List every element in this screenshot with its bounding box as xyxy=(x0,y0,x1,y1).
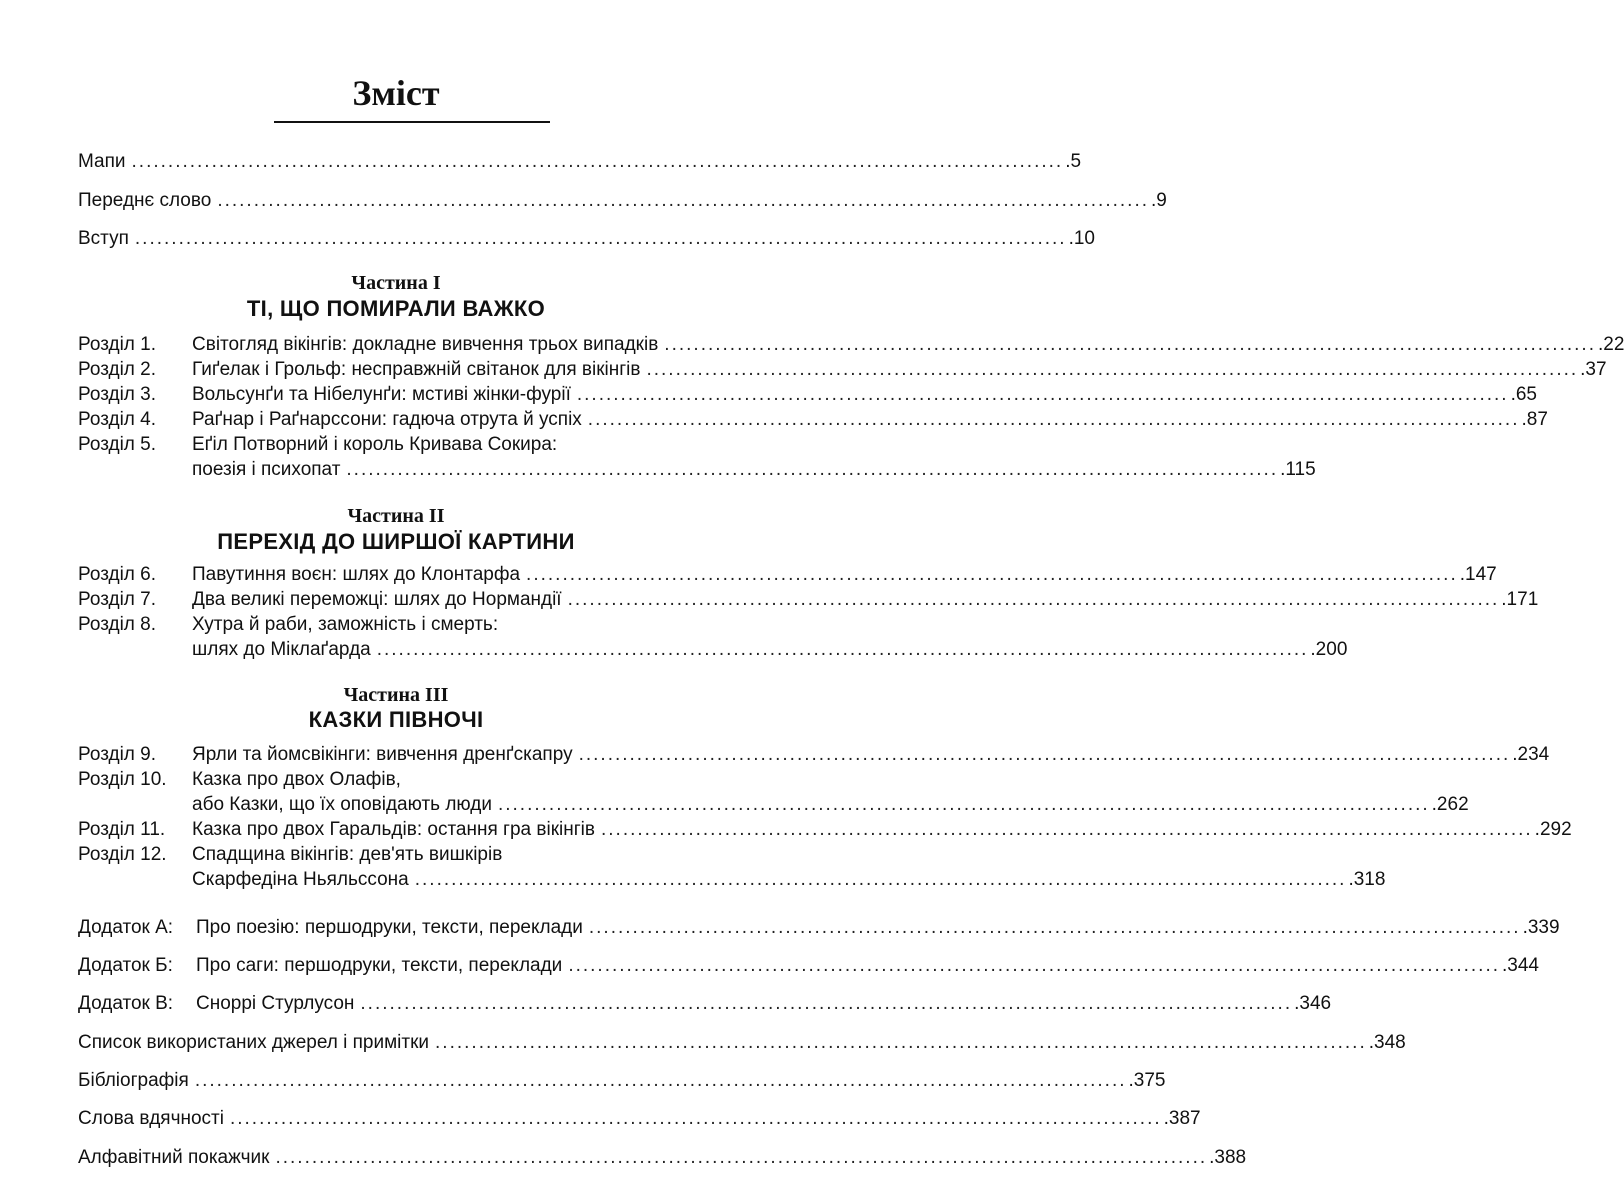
toc-entry-chapter-8[interactable] xyxy=(192,638,1348,662)
part-number: Частина І xyxy=(351,272,441,294)
leader-dots: ................................................................................................................................ xyxy=(576,384,1509,405)
chapter-number: Розділ 2. xyxy=(78,359,157,380)
appendix-title: Про саги: першодруки, тексти, переклади xyxy=(196,955,563,976)
toc-entry-chapter-6[interactable] xyxy=(192,563,1497,587)
leader-dots: ................................................................................................................................ xyxy=(217,190,1149,211)
leader-dots: ................................................................................................................................ xyxy=(134,228,1067,249)
chapter-title-continued: поезія і психопат xyxy=(192,459,341,480)
toc-page-number: .318 xyxy=(1348,869,1386,890)
toc-page-number: .171 xyxy=(1501,589,1539,610)
appendix-number: Додаток В: xyxy=(78,993,174,1014)
leader-dots: ................................................................................................................................ xyxy=(131,151,1064,172)
leader-dots: ................................................................................................................................ xyxy=(360,993,1293,1014)
toc-page-number: .65 xyxy=(1510,384,1537,405)
chapter-title: Казка про двох Олафів, xyxy=(192,769,401,790)
leader-dots: ................................................................................................................................ xyxy=(435,1032,1367,1053)
toc-entry-chapter-4[interactable] xyxy=(192,408,1548,432)
chapter-number: Розділ 8. xyxy=(78,614,157,635)
toc-page-number: .9 xyxy=(1151,190,1167,211)
toc-page-number: .200 xyxy=(1310,639,1348,660)
leader-dots: ................................................................................................................................ xyxy=(664,334,1596,355)
toc-page-number: .388 xyxy=(1209,1147,1247,1168)
chapter-number: Розділ 11. xyxy=(78,819,166,840)
chapter-title: Вольсунґи та Нібелунґи: мстиві жінки-фурії xyxy=(192,384,571,405)
leader-dots: ................................................................................................................................ xyxy=(526,564,1458,585)
leader-dots: ................................................................................................................................ xyxy=(497,794,1430,815)
toc-entry-label: Бібліографія xyxy=(78,1070,189,1091)
toc-entry-label: Алфавітний покажчик xyxy=(78,1147,270,1168)
title-divider xyxy=(274,121,550,123)
chapter-number: Розділ 4. xyxy=(78,409,157,430)
chapter-title: Хутра й раби, заможність і смерть: xyxy=(192,614,499,635)
toc-entry-sources[interactable] xyxy=(78,1031,1406,1055)
toc-entry-chapter-2[interactable] xyxy=(192,358,1607,382)
toc-page-number: .387 xyxy=(1163,1108,1201,1129)
toc-entry-appendix-c[interactable] xyxy=(78,992,1332,1016)
leader-dots: ................................................................................................................................ xyxy=(568,955,1500,976)
toc-page-number: .262 xyxy=(1431,794,1469,815)
toc-entry-chapter-1[interactable] xyxy=(192,333,1624,357)
toc-entry-chapter-12[interactable] xyxy=(192,868,1386,892)
leader-dots: ................................................................................................................................ xyxy=(275,1147,1208,1168)
leader-dots: ................................................................................................................................ xyxy=(414,869,1347,890)
toc-page-number: .115 xyxy=(1280,459,1316,480)
toc-entry-maps[interactable] xyxy=(78,150,1082,174)
chapter-title: Два великі переможці: шлях до Нормандії xyxy=(192,589,562,610)
toc-entry-label: Слова вдячності xyxy=(78,1108,224,1129)
chapter-number: Розділ 10. xyxy=(78,769,167,790)
part-title: КАЗКИ ПІВНОЧІ xyxy=(308,707,484,732)
appendix-number: Додаток А: xyxy=(78,917,174,938)
toc-entry-label: Список використаних джерел і примітки xyxy=(78,1032,430,1053)
leader-dots: ................................................................................................................................ xyxy=(567,589,1500,610)
toc-entry-chapter-7[interactable] xyxy=(192,588,1539,612)
toc-entry-chapter-11[interactable] xyxy=(192,818,1572,842)
leader-dots: ................................................................................................................................ xyxy=(376,639,1309,660)
toc-entry-chapter-3[interactable] xyxy=(192,383,1537,407)
leader-dots: ................................................................................................................................ xyxy=(229,1108,1162,1129)
part-number: Частина ІІ xyxy=(347,505,445,527)
toc-page-number: .344 xyxy=(1502,955,1539,976)
chapter-number: Розділ 6. xyxy=(78,564,157,585)
chapter-title: Гиґелак і Грольф: несправжній світанок для вікінгів xyxy=(192,359,641,380)
chapter-number: Розділ 5. xyxy=(78,434,157,455)
part-title: ПЕРЕХІД ДО ШИРШОЇ КАРТИНИ xyxy=(217,529,575,554)
chapter-number: Розділ 12. xyxy=(78,844,167,865)
toc-page-number: .234 xyxy=(1512,744,1550,765)
toc-entry-introduction[interactable] xyxy=(78,227,1095,251)
toc-entry-appendix-b[interactable] xyxy=(78,954,1539,978)
toc-page-number: .348 xyxy=(1368,1032,1406,1053)
toc-entry-label: Вступ xyxy=(78,228,129,249)
leader-dots: ................................................................................................................................ xyxy=(194,1070,1127,1091)
leader-dots: ................................................................................................................................ xyxy=(587,409,1520,430)
toc-page-number: .22 xyxy=(1597,334,1624,355)
chapter-title: Спадщина вікінгів: дев'ять вишкірів xyxy=(192,844,503,865)
leader-dots: ................................................................................................................................ xyxy=(578,744,1511,765)
chapter-title-continued: шлях до Міклаґарда xyxy=(192,639,371,660)
toc-entry-chapter-10[interactable] xyxy=(192,793,1469,817)
chapter-title: Раґнар і Раґнарссони: гадюча отрута й успіх xyxy=(192,409,582,430)
leader-dots: ................................................................................................................................ xyxy=(600,819,1533,840)
chapter-title-continued: або Казки, що їх оповідають люди xyxy=(192,794,492,815)
chapter-number: Розділ 7. xyxy=(78,589,157,610)
toc-page-number: .147 xyxy=(1459,564,1497,585)
toc-entry-bibliography[interactable] xyxy=(78,1069,1166,1093)
chapter-number: Розділ 1. xyxy=(78,334,157,355)
toc-entry-chapter-5[interactable] xyxy=(192,458,1316,482)
chapter-title: Павутиння воєн: шлях до Клонтарфа xyxy=(192,564,521,585)
appendix-title: Про поезію: першодруки, тексти, переклади xyxy=(196,917,583,938)
toc-page-number: .37 xyxy=(1580,359,1607,380)
chapter-title: Світогляд вікінгів: докладне вивчення трьох випадків xyxy=(192,334,659,355)
toc-entry-label: Мапи xyxy=(78,151,126,172)
part-title: ТІ, ЩО ПОМИРАЛИ ВАЖКО xyxy=(246,296,546,321)
toc-page-number: .292 xyxy=(1534,819,1572,840)
chapter-number: Розділ 9. xyxy=(78,744,157,765)
toc-entry-index[interactable] xyxy=(78,1146,1247,1170)
toc-page-number: .5 xyxy=(1065,151,1082,172)
toc-page-number: .87 xyxy=(1521,409,1548,430)
toc-entry-label: Переднє слово xyxy=(78,190,212,211)
toc-page-number: .339 xyxy=(1522,917,1560,938)
chapter-number: Розділ 3. xyxy=(78,384,157,405)
chapter-title-continued: Скарфедіна Ньяльссона xyxy=(192,869,409,890)
leader-dots: ................................................................................................................................ xyxy=(588,917,1521,938)
toc-entry-acknowledgements[interactable] xyxy=(78,1107,1201,1131)
chapter-title: Еґіл Потворний і король Кривава Сокира: xyxy=(192,434,558,455)
appendix-number: Додаток Б: xyxy=(78,955,173,976)
toc-entry-appendix-a[interactable] xyxy=(78,916,1560,940)
chapter-title: Ярли та йомсвікінги: вивчення дренґскапру xyxy=(192,744,573,765)
toc-entry-foreword[interactable] xyxy=(78,189,1167,213)
toc-entry-chapter-9[interactable] xyxy=(192,743,1550,767)
toc-page-number: .10 xyxy=(1068,228,1095,249)
chapter-title: Казка про двох Гаральдів: остання гра вікінгів xyxy=(192,819,595,840)
toc-page-number: .375 xyxy=(1128,1070,1166,1091)
toc-page-number: .346 xyxy=(1294,993,1332,1014)
appendix-title: Снорpi Стурлусон xyxy=(196,993,355,1014)
leader-dots: ................................................................................................................................ xyxy=(646,359,1579,380)
page-title: Зміст xyxy=(352,73,440,113)
leader-dots: ................................................................................................................................ xyxy=(346,459,1279,480)
part-number: Частина ІІІ xyxy=(343,684,449,706)
